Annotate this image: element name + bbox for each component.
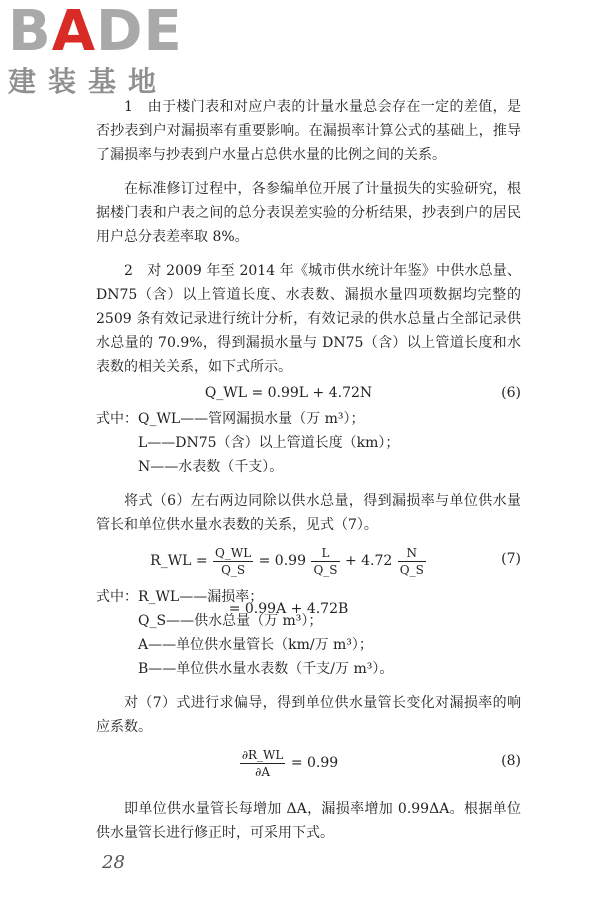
equation-6 bbox=[96, 379, 521, 407]
fraction-n-qs: $\frac{N}{Q\_S}$ bbox=[399, 545, 424, 577]
definition-qwl: 式中：Q_WL——管网漏损水量（万 m³）； bbox=[96, 411, 365, 427]
brand-logo bbox=[8, 0, 188, 98]
page-number: 28 bbox=[102, 852, 125, 873]
definition-l: L——DN75（含）以上管道长度（km）； bbox=[138, 435, 400, 451]
definition-rwl: 式中：R_WL——漏损率； bbox=[96, 589, 264, 605]
definition-n: N——水表数（千支）。 bbox=[138, 459, 284, 475]
logo-subtitle: 建装基地 bbox=[8, 65, 169, 98]
definition-a: A——单位供水量管长（km/万 m³）； bbox=[138, 637, 373, 653]
paragraph-item-1-note: 在标准修订过程中，各参编单位开展了计量损失的实验研究，根据楼门表和户表之间的总分表误差实验的分析结果，抄表到户的居民用户总分表差率取 8%。 bbox=[96, 181, 521, 245]
document-body bbox=[96, 95, 521, 845]
fraction-qwl-qs: $\frac{Q\_WL}{Q\_S}$ bbox=[215, 545, 252, 577]
equation-8-number: (8) bbox=[501, 753, 521, 769]
paragraph-derivative: 对（7）式进行求偏导，得到单位供水量管长变化对漏损率的响应系数。 bbox=[96, 695, 521, 735]
equation-6-number: (6) bbox=[501, 385, 521, 401]
equation-7-number: (7) bbox=[501, 551, 521, 567]
fraction-partial: $\frac{\partial R\_WL}{\partial A}$ bbox=[241, 747, 284, 779]
paragraph-item-2: 2 对 2009 年至 2014 年《城市供水统计年鉴》中供水总量、DN75（含）以上管道长度、水表数、漏损水量四项数据均完整的 2509 条有效记录进行统计分析，有效记录的供水总量占全部记录供水总量的 70.9%，得到漏损水量与 DN75（含）以上管道长度和水表数的相关关系，如下式所示。 bbox=[96, 263, 521, 375]
equation-6-definitions bbox=[96, 407, 521, 479]
definition-qs: Q_S——供水总量（万 m³）； bbox=[138, 613, 323, 629]
fraction-l-qs: $\frac{L}{Q\_S}$ bbox=[313, 545, 338, 577]
equation-8-expression: $\frac{\partial R\_WL}{\partial A}$ = 0.99 bbox=[241, 747, 339, 779]
paragraph-correction: 即单位供水量管长每增加 ΔA，漏损率增加 0.99ΔA。根据单位供水量管长进行修正时，可采用下式。 bbox=[96, 801, 521, 841]
paragraph-item-1: 1 由于楼门表和对应户表的计量水量总会存在一定的差值，是否抄表到户对漏损率有重要影响。在漏损率计算公式的基础上，推导了漏损率与抄表到户水量占总供水量的比例之间的关系。 bbox=[96, 99, 521, 163]
logo-wordmark: BADE bbox=[8, 0, 183, 64]
equation-8 bbox=[96, 739, 521, 787]
equation-7-expression: R_WL = $\frac{Q\_WL}{Q\_S}$ = 0.99 $\frac{L}{Q\_S}$ + 4.72 $\frac{N}{Q\_S}$ = 0.99A + 4.72B bbox=[150, 545, 424, 617]
equation-6-expression: Q_WL = 0.99L + 4.72N bbox=[204, 385, 373, 401]
paragraph-divide: 将式（6）左右两边同除以供水总量，得到漏损率与单位供水量管长和单位供水量水表数的关系，见式（7）。 bbox=[96, 493, 521, 533]
definition-b: B——单位供水量水表数（千支/万 m³）。 bbox=[138, 661, 394, 677]
